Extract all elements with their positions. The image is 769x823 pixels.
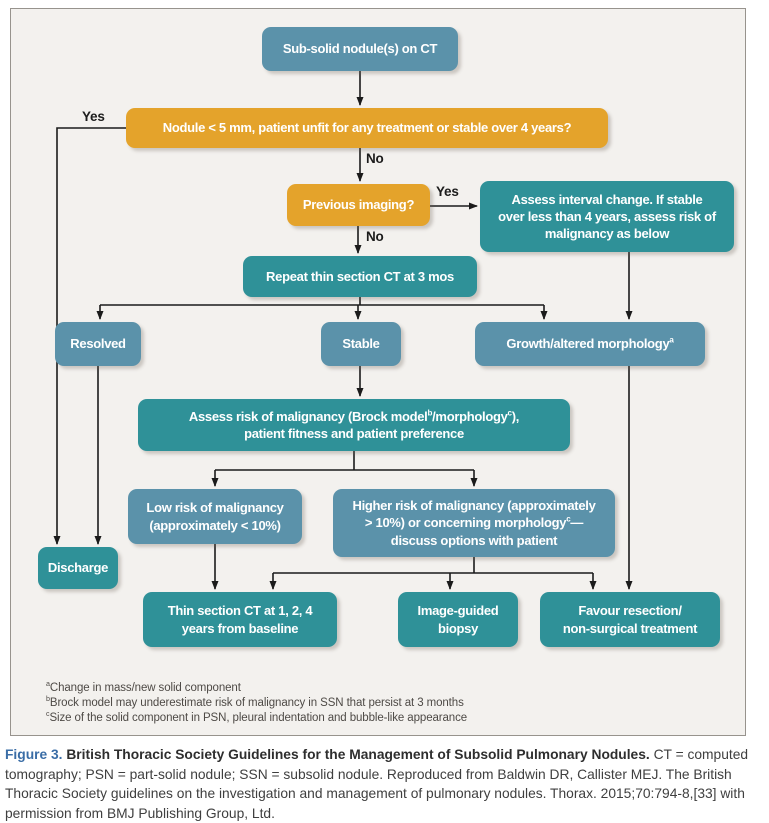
node-subsolid-nodules [262, 27, 458, 71]
node-label: over less than 4 years, assess risk of [498, 208, 716, 224]
node-label: Repeat thin section CT at 3 mos [266, 268, 454, 284]
node-label: non-surgical treatment [562, 620, 698, 636]
node-repeat-thin-section-ct [243, 256, 477, 297]
node-label: Favour resection/ [578, 603, 682, 619]
node-label: Discharge [47, 560, 109, 576]
node-label: years from baseline [181, 620, 299, 636]
figure-caption-body: CT = computed tomography; PSN = part-solid nodule; SSN = subsolid nodule. Reproduced from Baldwin DR, Callister MEJ. The British Thoracic Society guidelines on the investigation and management of pulmonary nodules. Thorax. 2015;70:794-8,[33] with permission from BMJ Publishing Group, Ltd. [5, 747, 749, 821]
edge-label-yes-left: Yes [82, 109, 105, 124]
node-assess-risk-of-malignancy [138, 399, 570, 451]
node-label: biopsy [437, 620, 479, 636]
node-label: Image-guided [417, 603, 499, 619]
node-label: Growth/altered morphology$^a$ [506, 336, 674, 352]
node-label: Nodule < 5 mm, patient unfit for any treatment or stable over 4 years? [162, 120, 572, 136]
node-resolved [55, 322, 141, 366]
footnotes [46, 681, 467, 726]
footnote-b: $^b$Brock model may underestimate risk of malignancy in SSN that persist at 3 months [46, 695, 464, 709]
node-label: Low risk of malignancy [146, 500, 284, 516]
edge-label-no-second: No [366, 229, 384, 244]
node-label: Higher risk of malignancy (approximately [352, 498, 596, 514]
node-label: Resolved [70, 336, 126, 352]
figure-number: Figure 3. [5, 747, 63, 762]
node-growth-altered-morphology [475, 322, 705, 366]
node-higher-risk [333, 489, 615, 557]
footnote-a: $^a$Change in mass/new solid component [46, 680, 241, 694]
node-assess-interval-change [480, 181, 734, 252]
figure-title: British Thoracic Society Guidelines for the Management of Subsolid Pulmonary Nodules. [66, 747, 650, 762]
node-label: Previous imaging? [302, 197, 415, 213]
node-previous-imaging [287, 184, 430, 226]
node-stable [321, 322, 401, 366]
node-discharge [38, 547, 118, 589]
node-label: patient fitness and patient preference [244, 426, 464, 441]
node-label: discuss options with patient [390, 532, 558, 548]
node-question-nodule-size [126, 108, 608, 148]
node-label: (approximately < 10%) [149, 517, 281, 533]
node-label: Sub-solid nodule(s) on CT [282, 41, 438, 57]
node-label: Thin section CT at 1, 2, 4 [167, 603, 313, 619]
edge-label-no-first: No [366, 151, 384, 166]
node-label: malignancy as below [544, 226, 670, 242]
node-image-guided-biopsy [398, 592, 518, 647]
node-favour-resection [540, 592, 720, 647]
node-label: Assess risk of malignancy (Brock model$^b$/morphology$^c$), [188, 408, 520, 424]
node-label: Assess interval change. If stable [511, 191, 703, 207]
node-thin-section-ct-followup [143, 592, 337, 647]
node-label: > 10%) or concerning morphology$^c$— [364, 515, 584, 531]
node-label: Stable [342, 336, 380, 352]
footnote-c: $^c$Size of the solid component in PSN, pleural indentation and bubble-like appearance [46, 710, 468, 724]
node-low-risk [128, 489, 302, 544]
figure-caption [5, 745, 763, 823]
edge-label-yes-right: Yes [436, 184, 459, 199]
